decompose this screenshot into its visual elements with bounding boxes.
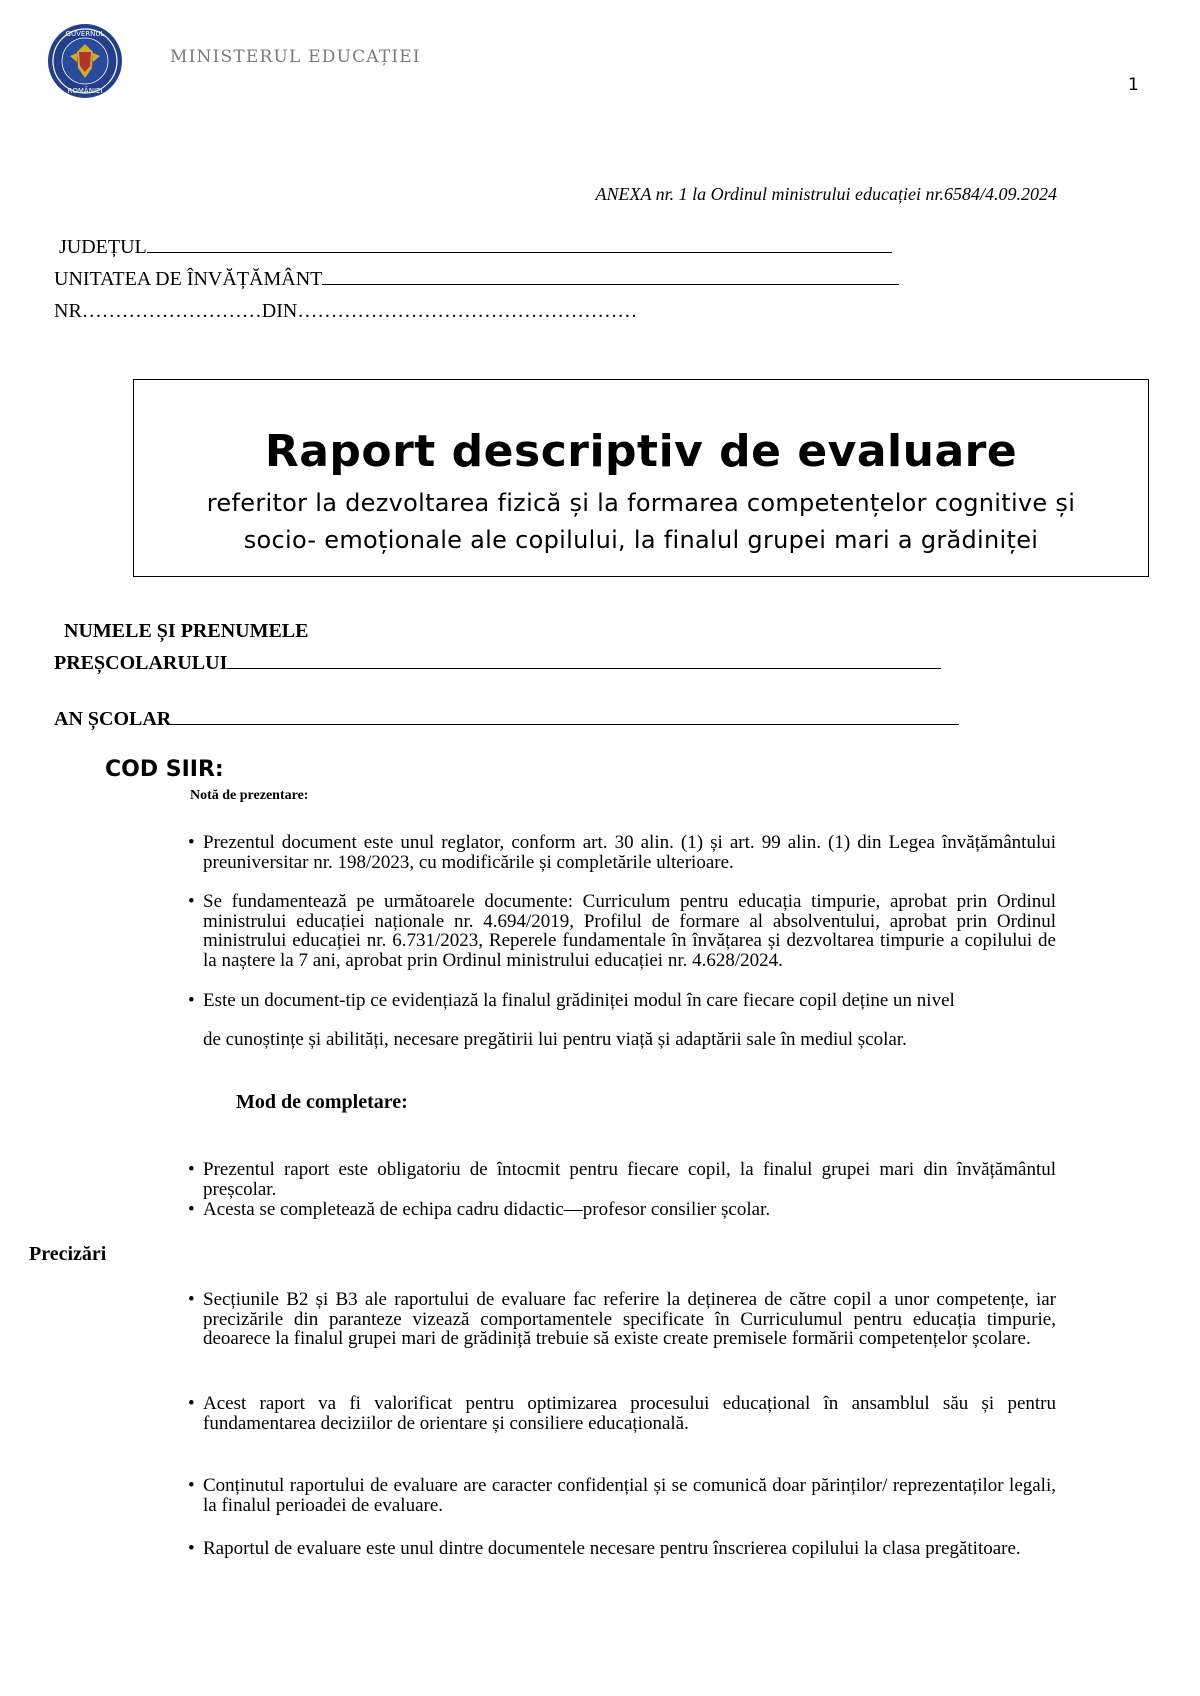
nume-field (54, 652, 941, 674)
unitate-label: UNITATEA DE ÎNVĂȚĂMÂNT (54, 268, 323, 290)
cod-siir-label: COD SIIR: (105, 757, 224, 782)
page-number: 1 (1128, 75, 1139, 95)
bullet: • (188, 1393, 195, 1414)
nume-label-line1: NUMELE ȘI PRENUMELE (64, 620, 309, 642)
nota-item-continuation: de cunoștințe și abilități, necesare pregătirii lui pentru viață și adaptării sale în mediul școlar. (203, 1029, 907, 1050)
precizari-label: Precizări (29, 1243, 107, 1265)
svg-text:GUVERNUL: GUVERNUL (65, 30, 105, 38)
nota-prezentare-label: Notă de prezentare: (190, 788, 309, 803)
document-title: Raport descriptiv de evaluare (264, 426, 1018, 477)
nr-dotted-blank[interactable]: ……………………… (81, 300, 262, 322)
nota-item: • Se fundamentează pe următoarele documente: Curriculum pentru educația timpurie, aprobat prin Ordinul ministrului educației naționale nr. 4.694/2019, Profilul de formare al absolventului, aprobat prin Ordinul ministrului educației nr. 6.731/2023, Reperele fundamentale în învățarea și dezvoltarea timpurie a copilului de la naștere la 7 ani, aprobat prin Ordinul ministrului educației nr. 4.628/2024. (188, 891, 1056, 971)
annex-reference: ANEXA nr. 1 la Ordinul ministrului educației nr.6584/4.09.2024 (595, 184, 1057, 204)
nota-item: • Prezentul document este unul reglator, conform art. 30 alin. (1) și art. 99 alin. (1) din Legea învățământului preuniversitar nr. 198/2023, cu modificările și completările ulterioare. (188, 832, 1056, 873)
document-subtitle: referitor la dezvoltarea fizică și la formarea competențelor cognitive și socio- emoționale ale copilului, la finalul grupei mari a grădiniței (206, 489, 1076, 554)
bullet: • (188, 1475, 195, 1496)
an-scolar-field (54, 708, 959, 730)
title-box (133, 379, 1149, 577)
nota-item: • Este un document-tip ce evidențiază la finalul grădiniței modul în care fiecare copil deține un nivel (188, 990, 955, 1011)
nr-label: NR (54, 300, 82, 322)
bullet: • (188, 1538, 195, 1559)
bullet: • (188, 1199, 195, 1220)
precizari-item: • Secțiunile B2 și B3 ale raportului de evaluare fac referire la deținerea de către copil a unor competențe, iar precizările din paranteze vizează comportamentele specificate în Curriculumul pentru educația timpurie, deoarece la finalul grupei mari de grădiniță trebuie să existe create premisele formării competențelor școlare. (188, 1289, 1056, 1349)
bullet: • (188, 1289, 195, 1310)
din-label: DIN (261, 300, 298, 322)
din-dotted-blank[interactable]: …………………………………………… (297, 300, 638, 322)
nume-label-line2: PREȘCOLARULUI (54, 652, 228, 674)
bullet: • (188, 1159, 195, 1180)
an-scolar-label: AN ȘCOLAR (54, 708, 172, 730)
bullet: • (188, 891, 195, 912)
bullet: • (188, 832, 195, 853)
nr-din-field (54, 300, 637, 322)
svg-text:ROMÂNIEI: ROMÂNIEI (67, 87, 103, 95)
unitate-field (54, 268, 899, 290)
judet-label: JUDEȚUL (59, 236, 147, 258)
an-scolar-blank-line[interactable] (171, 708, 959, 725)
mod-completare-label: Mod de completare: (236, 1091, 408, 1113)
nume-blank-line[interactable] (227, 652, 941, 669)
bullet: • (188, 990, 195, 1011)
judet-field (59, 236, 892, 258)
ministry-name: MINISTERUL EDUCAȚIEI (170, 47, 421, 67)
precizari-item: • Conținutul raportului de evaluare are caracter confidențial și se comunică doar părinților/ reprezentaților legali, la finalul perioadei de evaluare. (188, 1475, 1056, 1516)
government-seal-logo (48, 22, 154, 102)
mod-item: • Acesta se completează de echipa cadru didactic—profesor consilier școlar. (188, 1199, 771, 1220)
precizari-item: • Acest raport va fi valorificat pentru optimizarea procesului educațional în ansamblul său și pentru fundamentarea deciziilor de orientare și consiliere educațională. (188, 1393, 1056, 1434)
precizari-item: • Raportul de evaluare este unul dintre documentele necesare pentru înscrierea copilului la clasa pregătitoare. (188, 1538, 1021, 1559)
mod-item: • Prezentul raport este obligatoriu de întocmit pentru fiecare copil, la finalul grupei mari din învățământul preșcolar. (188, 1159, 1056, 1200)
unitate-blank-line[interactable] (322, 268, 899, 285)
judet-blank-line[interactable] (147, 236, 892, 253)
